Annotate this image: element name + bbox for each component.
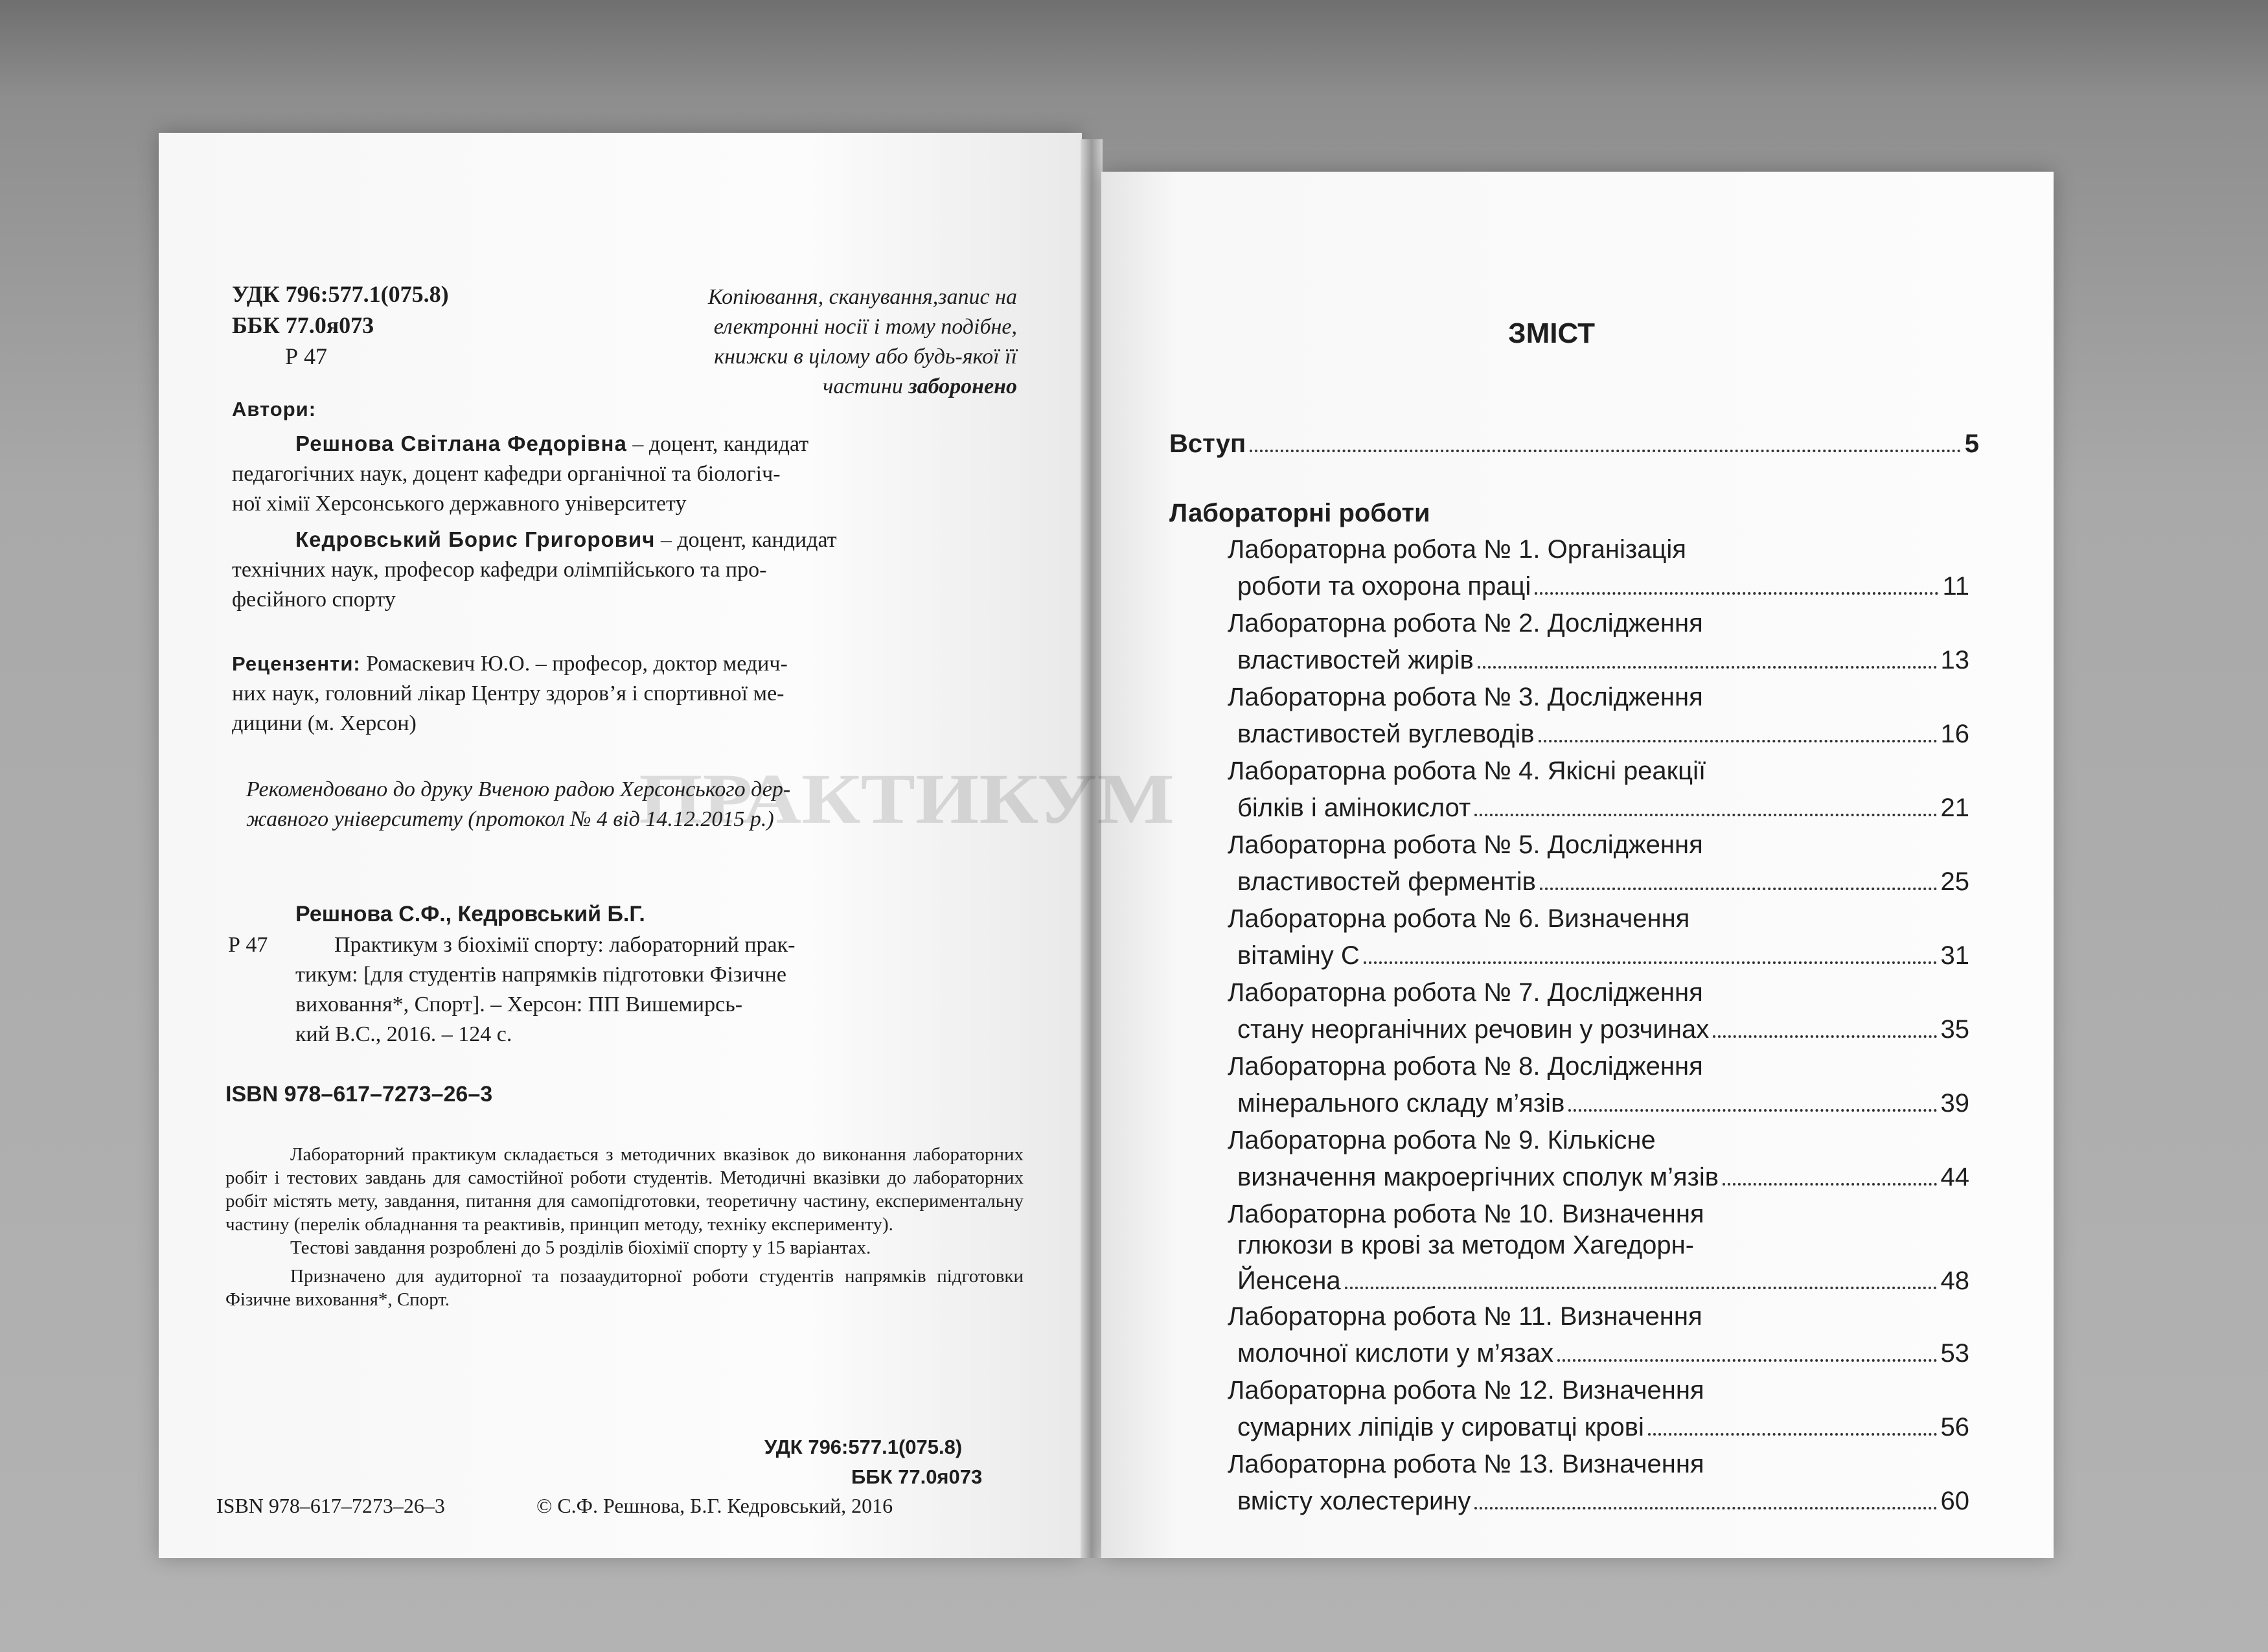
author1-name: Решнова Світлана Федорівна — [295, 431, 627, 455]
toc-leader — [1557, 1359, 1937, 1362]
toc-page-number: 25 — [1940, 867, 1969, 896]
toc-leader — [1474, 814, 1936, 816]
toc-entry[interactable] — [1237, 934, 1969, 970]
toc-leader — [1723, 1183, 1936, 1186]
bottom-isbn: ISBN 978–617–7273–26–3 — [216, 1494, 445, 1517]
toc-entry-subtitle: вмісту холестерину — [1237, 1487, 1471, 1515]
author-sign: Р 47 — [285, 343, 328, 369]
authors-label: Автори: — [232, 398, 317, 420]
annotation-paragraph: Лабораторний практикум складається з методичних вказівок до виконання лабораторних робіт і тестових завдань для самостійної роботи студентів. Методичні вказівки до лабораторних робіт містять мету, завдання, питання для самопідготовки, теоретичну частину, експериментальну частину (перелік обладнання та реактивів, принцип методу, техніку експерименту). — [225, 1144, 1024, 1235]
biblio-line: кий В.С., 2016. – 124 с. — [295, 1022, 512, 1046]
toc-entry[interactable] — [1237, 1156, 1969, 1192]
toc-entry-title[interactable]: Лабораторна робота № 13. Визначення — [1228, 1450, 1704, 1478]
toc-page-number: 35 — [1940, 1015, 1969, 1044]
toc-intro-label: Вступ — [1169, 430, 1246, 458]
biblio-line: виховання*, Спорт]. – Херсон: ПП Вишемирсь- — [295, 992, 743, 1016]
toc-leader — [1713, 1035, 1936, 1038]
toc-page-number: 13 — [1940, 646, 1969, 674]
toc-page-number: 56 — [1940, 1413, 1969, 1441]
biblio-code: Р 47 — [228, 933, 268, 957]
recommendation-line: жавного університету (протокол № 4 від 14.12.2015 р.) — [246, 807, 774, 831]
book-gutter — [1081, 139, 1103, 1558]
toc-page-number: 31 — [1940, 941, 1969, 970]
toc-section-heading: Лабораторні роботи — [1169, 499, 1430, 527]
bottom-bbk: ББК 77.0я073 — [851, 1465, 983, 1488]
toc-page-number: 5 — [1964, 430, 1979, 458]
toc-entry[interactable] — [1237, 1480, 1969, 1516]
udk-code: УДК 796:577.1(075.8) — [232, 281, 449, 307]
author1-line: педагогічних наук, доцент кафедри органічної та біологіч- — [232, 462, 781, 486]
toc-entry[interactable] — [1237, 1406, 1969, 1442]
bottom-udk: УДК 796:577.1(075.8) — [764, 1436, 963, 1458]
toc-entry[interactable] — [1237, 860, 1969, 897]
toc-entry-title[interactable]: Лабораторна робота № 2. Дослідження — [1228, 609, 1703, 637]
recommendation-line: Рекомендовано до друку Вченою радою Херсонського дер- — [246, 777, 791, 801]
author1-block — [232, 429, 1029, 519]
isbn: ISBN 978–617–7273–26–3 — [225, 1082, 493, 1107]
toc-entry-title[interactable]: Лабораторна робота № 8. Дослідження — [1228, 1052, 1703, 1081]
toc-entry-title[interactable]: Лабораторна робота № 1. Організація — [1228, 535, 1686, 564]
toc-page-number: 48 — [1940, 1267, 1969, 1295]
toc-entry-subtitle: сумарних ліпідів у сироватці крові — [1237, 1413, 1644, 1441]
toc-leader — [1539, 740, 1937, 742]
toc-entry[interactable] — [1237, 1082, 1969, 1118]
toc-page-number: 11 — [1942, 572, 1969, 601]
author2-block — [232, 525, 1029, 615]
toc-leader — [1648, 1433, 1937, 1436]
reviewers-label: Рецензенти: — [232, 652, 361, 675]
toc-entry-title[interactable]: Лабораторна робота № 11. Визначення — [1228, 1302, 1702, 1331]
author2-line: технічних наук, професор кафедри олімпійського та про- — [232, 558, 767, 582]
toc-entry-title[interactable]: Лабораторна робота № 7. Дослідження — [1228, 978, 1703, 1007]
toc-leader — [1540, 888, 1937, 890]
author2-line: фесійного спорту — [232, 588, 396, 612]
copy-notice — [570, 282, 1017, 402]
annotation-paragraph: Тестові завдання розроблені до 5 розділів біохімії спорту у 15 варіантах. — [290, 1237, 871, 1258]
toc-entry[interactable] — [1237, 786, 1969, 823]
toc-leader — [1478, 666, 1937, 669]
reviewers-line: дицини (м. Херсон) — [232, 711, 417, 735]
copy-notice-line: частини — [823, 374, 903, 398]
biblio-authors: Решнова С.Ф., Кедровський Б.Г. — [295, 902, 645, 926]
author2-line: – доцент, кандидат — [655, 528, 837, 552]
toc-entry-subtitle: визначення макроергічних сполук м’язів — [1237, 1163, 1719, 1191]
copy-notice-line: електронні носії і тому подібне, — [713, 315, 1017, 339]
toc-title: ЗМІСТ — [1508, 317, 1595, 349]
reviewers-line: них наук, головний лікар Центру здоров’я і спортивної ме- — [232, 682, 785, 706]
toc-entry-subtitle: властивостей ферментів — [1237, 867, 1536, 896]
author1-line: ної хімії Херсонського державного університету — [232, 492, 687, 516]
toc-entry-subtitle: властивостей вуглеводів — [1237, 720, 1535, 748]
biblio-line: Практикум з біохімії спорту: лабораторний прак- — [334, 933, 796, 957]
toc-entry[interactable] — [1237, 565, 1969, 601]
reviewers-block — [232, 649, 1029, 739]
toc-leader — [1250, 450, 1961, 452]
toc-entry-subtitle: стану неорганічних речовин у розчинах — [1237, 1015, 1710, 1044]
toc-leader — [1364, 961, 1937, 964]
copyright: © С.Ф. Решнова, Б.Г. Кедровський, 2016 — [536, 1494, 893, 1517]
toc-page-number: 60 — [1940, 1487, 1969, 1515]
annotation — [225, 1143, 1024, 1311]
toc-leader — [1345, 1287, 1937, 1289]
reviewers-line: Ромаскевич Ю.О. – професор, доктор медич- — [360, 652, 788, 676]
toc-page-number: 53 — [1940, 1339, 1969, 1368]
bleed-through: ПРАКТИКУМ — [639, 759, 1174, 838]
recommendation — [246, 775, 1030, 834]
toc-page-number: 39 — [1940, 1089, 1969, 1118]
toc-page-number: 16 — [1940, 720, 1969, 748]
toc-entry[interactable] — [1237, 713, 1969, 749]
toc-entry[interactable] — [1237, 1008, 1969, 1044]
annotation-paragraph: Призначено для аудиторної та позааудиторної роботи студентів напрямків підготовки Фізичне виховання*, Спорт. — [225, 1266, 1024, 1310]
biblio-line: тикум: [для студентів напрямків підготовки Фізичне — [295, 963, 786, 987]
toc-entry[interactable] — [1237, 1332, 1969, 1368]
author1-line: – доцент, кандидат — [626, 432, 809, 456]
toc-entry-subtitle: властивостей жирів — [1237, 646, 1474, 674]
toc-entry-subtitle: роботи та охорона праці — [1237, 572, 1531, 601]
copy-notice-bold: заборонено — [908, 374, 1017, 398]
toc-entry-subtitle: вітаміну С — [1237, 941, 1360, 970]
copy-notice-line: книжки в цілому або будь-якої її — [714, 345, 1017, 369]
toc-page-number: 21 — [1940, 794, 1969, 822]
toc-entry-subtitle: молочної кислоти у м’язах — [1237, 1339, 1553, 1368]
toc-entry[interactable] — [1237, 1259, 1969, 1296]
toc-leader — [1568, 1109, 1936, 1112]
toc-entry-subtitle: білків і амінокислот — [1237, 794, 1471, 822]
biblio-description — [295, 930, 1027, 1050]
toc-entry-subtitle: мінерального складу м’язів — [1237, 1089, 1565, 1118]
copy-notice-line: Копіювання, сканування,запис на — [707, 285, 1017, 309]
bbk-code: ББК 77.0я073 — [232, 312, 374, 338]
toc-leader — [1474, 1507, 1936, 1509]
toc-page-number: 44 — [1940, 1163, 1969, 1191]
toc-intro[interactable] — [1169, 422, 1979, 459]
toc-entry-title[interactable]: Лабораторна робота № 10. Визначення — [1228, 1200, 1704, 1228]
toc-entry[interactable] — [1237, 639, 1969, 675]
toc-entry-title[interactable]: Лабораторна робота № 9. Кількісне — [1228, 1126, 1656, 1154]
toc-entry-title[interactable]: Лабораторна робота № 3. Дослідження — [1228, 683, 1703, 711]
author2-name: Кедровський Борис Григорович — [295, 527, 656, 551]
toc-entry-title[interactable]: Лабораторна робота № 12. Визначення — [1228, 1376, 1704, 1405]
toc-entry-subtitle: глюкози в крові за методом Хагедорн- — [1237, 1231, 1694, 1259]
toc-entry-title[interactable]: Лабораторна робота № 5. Дослідження — [1228, 831, 1703, 859]
toc-entry-subtitle: Йенсена — [1237, 1267, 1341, 1295]
toc-entry-title[interactable]: Лабораторна робота № 4. Якісні реакції — [1228, 757, 1706, 785]
toc-leader — [1535, 592, 1938, 595]
toc-entry-title[interactable]: Лабораторна робота № 6. Визначення — [1228, 904, 1690, 933]
